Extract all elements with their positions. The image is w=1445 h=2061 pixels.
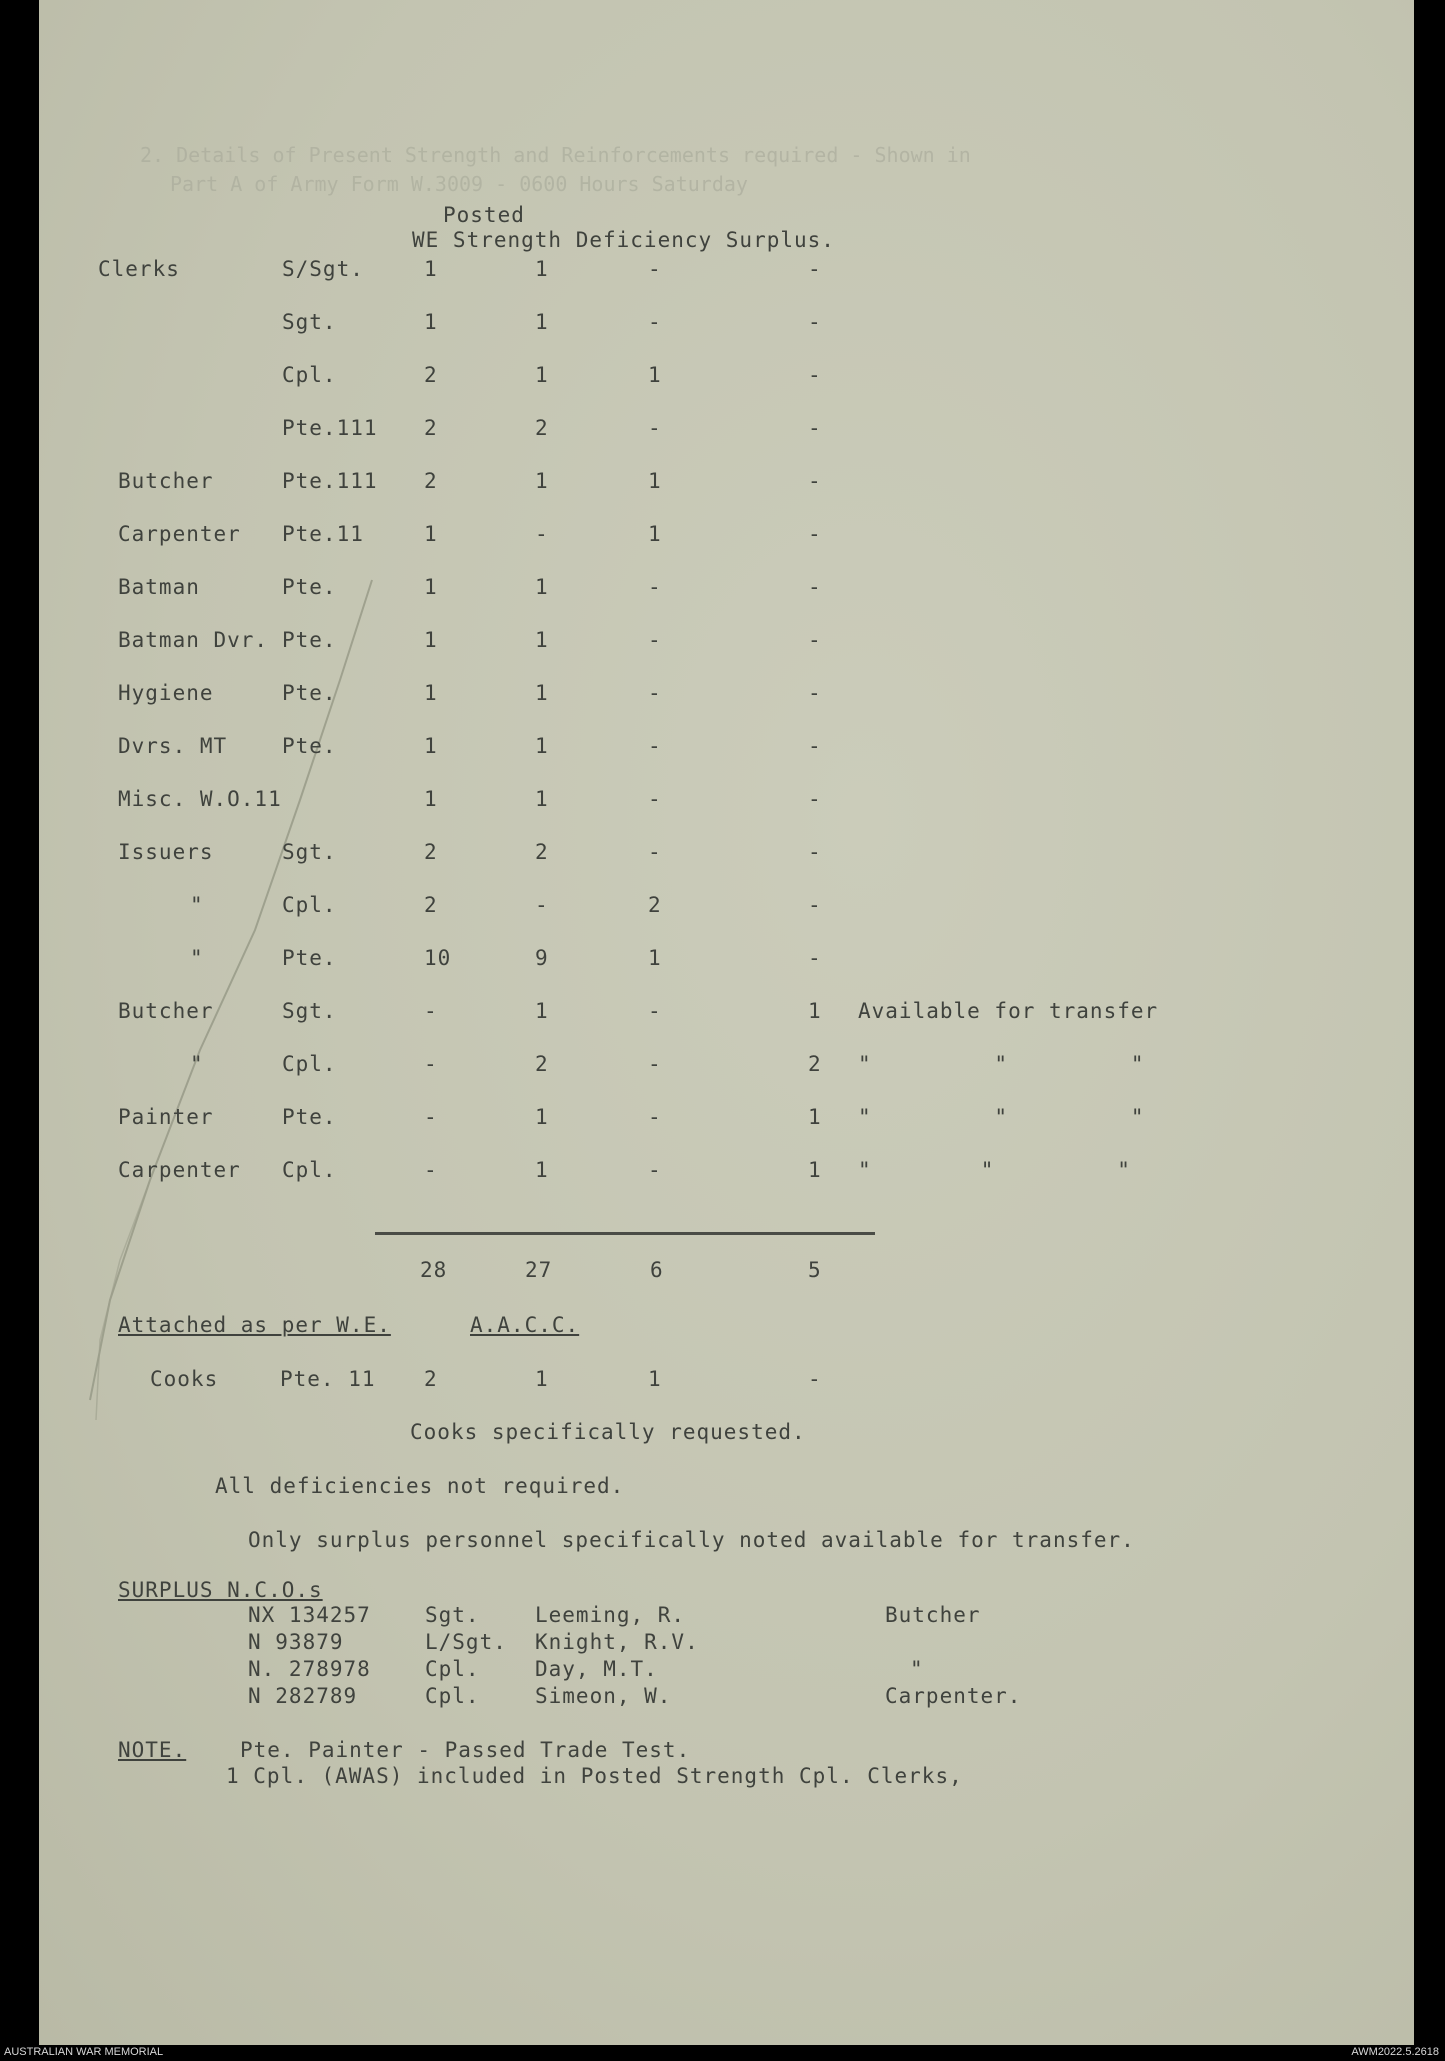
total-we: 28: [420, 1258, 448, 1282]
column-header-posted: Posted: [443, 203, 525, 227]
nco-name: Knight, R.V.: [535, 1630, 699, 1654]
row-rank: Sgt.: [282, 310, 337, 334]
row-posted: 1: [535, 257, 549, 281]
row-surplus: -: [808, 522, 822, 546]
row-surplus: 1: [808, 1105, 822, 1129]
total-deficiency: 6: [650, 1258, 664, 1282]
note-label: NOTE.: [118, 1738, 187, 1762]
row-we: -: [424, 1105, 438, 1129]
nco-trade: Butcher: [885, 1603, 981, 1627]
row-posted: 1: [535, 363, 549, 387]
cooks-rank: Pte. 11: [280, 1367, 376, 1391]
row-trade: Butcher: [118, 999, 214, 1023]
row-surplus: -: [808, 363, 822, 387]
row-surplus: 1: [808, 1158, 822, 1182]
row-trade: Dvrs. MT: [118, 734, 228, 758]
row-trade: ": [190, 946, 204, 970]
nco-trade: Carpenter.: [885, 1684, 1022, 1708]
nco-name: Day, M.T.: [535, 1657, 658, 1681]
nco-number: N 282789: [248, 1684, 358, 1708]
row-deficiency: -: [648, 787, 662, 811]
row-posted: 1: [535, 575, 549, 599]
row-posted: 1: [535, 681, 549, 705]
row-trade: ": [190, 893, 204, 917]
row-trade: Batman Dvr.: [118, 628, 269, 652]
surplus-nco-heading: SURPLUS N.C.O.s: [118, 1578, 323, 1602]
row-rank: Pte.111: [282, 416, 378, 440]
row-deficiency: -: [648, 840, 662, 864]
row-posted: 2: [535, 416, 549, 440]
row-posted: 1: [535, 1158, 549, 1182]
nco-name: Leeming, R.: [535, 1603, 686, 1627]
footer-bar: [0, 2045, 1445, 2061]
totals-rule: [375, 1232, 875, 1235]
row-posted: -: [535, 893, 549, 917]
row-trade: Batman: [118, 575, 200, 599]
row-posted: 1: [535, 787, 549, 811]
row-posted: 1: [535, 734, 549, 758]
row-rank: Pte.: [282, 628, 337, 652]
row-rank: Pte.: [282, 681, 337, 705]
note-deficiencies: All deficiencies not required.: [215, 1474, 625, 1498]
note-cooks: Cooks specifically requested.: [410, 1420, 806, 1444]
row-we: 1: [424, 310, 438, 334]
row-note: " " ": [858, 1052, 1145, 1076]
nco-rank: L/Sgt.: [425, 1630, 507, 1654]
row-posted: -: [535, 522, 549, 546]
note-line-1: Pte. Painter - Passed Trade Test.: [240, 1738, 691, 1762]
row-deficiency: -: [648, 1105, 662, 1129]
attached-unit: A.A.C.C.: [470, 1313, 580, 1337]
row-surplus: -: [808, 575, 822, 599]
row-deficiency: 1: [648, 363, 662, 387]
row-we: 1: [424, 575, 438, 599]
row-we: 2: [424, 416, 438, 440]
row-surplus: -: [808, 787, 822, 811]
row-trade: Carpenter: [118, 522, 241, 546]
row-surplus: -: [808, 893, 822, 917]
nco-rank: Cpl.: [425, 1684, 480, 1708]
row-surplus: -: [808, 946, 822, 970]
row-surplus: -: [808, 416, 822, 440]
row-rank: Cpl.: [282, 1052, 337, 1076]
row-surplus: -: [808, 628, 822, 652]
row-trade: ": [190, 1052, 204, 1076]
nco-number: NX 134257: [248, 1603, 371, 1627]
row-surplus: -: [808, 840, 822, 864]
row-posted: 1: [535, 469, 549, 493]
row-deficiency: 1: [648, 946, 662, 970]
faint-header-line-1: 2. Details of Present Strength and Reinforcements required - Shown in: [140, 143, 971, 167]
row-rank: Pte.11: [282, 522, 364, 546]
row-we: 10: [424, 946, 452, 970]
total-posted: 27: [525, 1258, 553, 1282]
row-posted: 2: [535, 1052, 549, 1076]
row-we: 1: [424, 734, 438, 758]
row-rank: S/Sgt.: [282, 257, 364, 281]
row-surplus: -: [808, 310, 822, 334]
nco-number: N 93879: [248, 1630, 344, 1654]
row-we: 2: [424, 893, 438, 917]
cooks-surplus: -: [808, 1367, 822, 1391]
row-deficiency: -: [648, 681, 662, 705]
row-we: -: [424, 1052, 438, 1076]
row-posted: 1: [535, 628, 549, 652]
row-surplus: 2: [808, 1052, 822, 1076]
row-deficiency: -: [648, 628, 662, 652]
nco-number: N. 278978: [248, 1657, 371, 1681]
footer-reference: AWM2022.5.2618: [1351, 2046, 1439, 2058]
row-posted: 2: [535, 840, 549, 864]
row-rank: Sgt.: [282, 840, 337, 864]
row-posted: 9: [535, 946, 549, 970]
row-surplus: -: [808, 469, 822, 493]
total-surplus: 5: [808, 1258, 822, 1282]
faint-header-line-2: Part A of Army Form W.3009 - 0600 Hours Saturday: [170, 172, 748, 196]
row-trade: Clerks: [98, 257, 180, 281]
row-trade: Painter: [118, 1105, 214, 1129]
row-trade: Carpenter: [118, 1158, 241, 1182]
row-we: 2: [424, 363, 438, 387]
nco-name: Simeon, W.: [535, 1684, 672, 1708]
cooks-we: 2: [424, 1367, 438, 1391]
row-rank: Pte.: [282, 575, 337, 599]
note-line-2: 1 Cpl. (AWAS) included in Posted Strength Cpl. Clerks,: [226, 1764, 963, 1788]
row-trade: Issuers: [118, 840, 214, 864]
row-we: 1: [424, 681, 438, 705]
row-note: " " ": [858, 1105, 1145, 1129]
row-trade: Butcher: [118, 469, 214, 493]
row-deficiency: -: [648, 734, 662, 758]
row-surplus: -: [808, 734, 822, 758]
row-we: 1: [424, 787, 438, 811]
row-deficiency: -: [648, 999, 662, 1023]
column-headers: WE Strength Deficiency Surplus.: [412, 228, 835, 252]
row-deficiency: -: [648, 310, 662, 334]
cooks-deficiency: 1: [648, 1367, 662, 1391]
row-we: -: [424, 999, 438, 1023]
row-we: 1: [424, 522, 438, 546]
row-rank: Pte.: [282, 946, 337, 970]
footer-source: AUSTRALIAN WAR MEMORIAL: [4, 2046, 164, 2058]
row-rank: Pte.: [282, 734, 337, 758]
row-trade: Misc. W.O.11: [118, 787, 282, 811]
nco-rank: Sgt.: [425, 1603, 480, 1627]
nco-rank: Cpl.: [425, 1657, 480, 1681]
row-rank: Pte.111: [282, 469, 378, 493]
row-surplus: -: [808, 257, 822, 281]
row-we: 2: [424, 840, 438, 864]
row-surplus: -: [808, 681, 822, 705]
note-surplus: Only surplus personnel specifically noted available for transfer.: [248, 1528, 1135, 1552]
row-deficiency: -: [648, 416, 662, 440]
attached-heading: Attached as per W.E.: [118, 1313, 391, 1337]
row-deficiency: 2: [648, 893, 662, 917]
row-note: Available for transfer: [858, 999, 1159, 1023]
row-deficiency: -: [648, 1052, 662, 1076]
cooks-trade: Cooks: [150, 1367, 219, 1391]
row-posted: 1: [535, 999, 549, 1023]
nco-trade: ": [910, 1657, 924, 1681]
row-posted: 1: [535, 1105, 549, 1129]
row-we: 1: [424, 628, 438, 652]
row-rank: Cpl.: [282, 893, 337, 917]
row-deficiency: -: [648, 257, 662, 281]
row-deficiency: 1: [648, 469, 662, 493]
row-surplus: 1: [808, 999, 822, 1023]
row-deficiency: -: [648, 575, 662, 599]
cooks-posted: 1: [535, 1367, 549, 1391]
row-rank: Cpl.: [282, 363, 337, 387]
row-deficiency: 1: [648, 522, 662, 546]
row-rank: Pte.: [282, 1105, 337, 1129]
row-we: 1: [424, 257, 438, 281]
row-note: " " ": [858, 1158, 1131, 1182]
row-posted: 1: [535, 310, 549, 334]
row-we: 2: [424, 469, 438, 493]
row-we: -: [424, 1158, 438, 1182]
row-rank: Sgt.: [282, 999, 337, 1023]
row-trade: Hygiene: [118, 681, 214, 705]
row-rank: Cpl.: [282, 1158, 337, 1182]
row-deficiency: -: [648, 1158, 662, 1182]
